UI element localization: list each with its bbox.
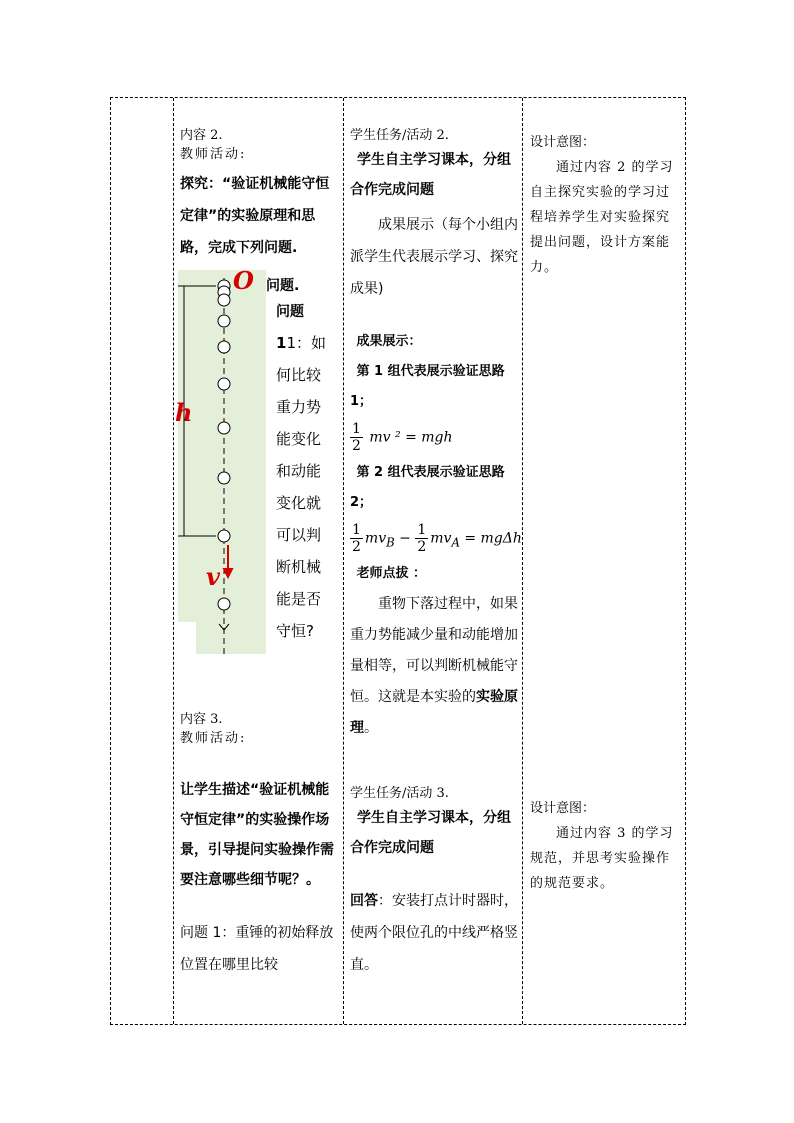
fraction: $\frac{1}{2}$: [352, 421, 361, 454]
intent2-text: 通过内容 3 的学习规范，并思考实验操作的规范要求。: [530, 826, 674, 891]
section3-title: 内容 3.: [180, 712, 223, 727]
section2-title: 内容 2.: [180, 128, 223, 143]
column-divider: [522, 98, 523, 1024]
section2-role: 教师活动:: [180, 147, 247, 162]
intent1-title: 设计意图：: [530, 135, 596, 150]
student-column: [350, 126, 522, 981]
section2-task: 探究：“验证机械能守恒定律”的实验原理和思路，完成下列问题.: [180, 176, 330, 256]
task2-text: 学生自主学习课本，分组合作完成问题: [350, 152, 511, 198]
section3-role: 教师活动:: [180, 731, 247, 746]
formula-1: [350, 421, 518, 454]
formula1-body: mv ² = mgh: [369, 429, 453, 446]
q-last: 问题 1：重锤的初始释放位置在哪里比较: [180, 925, 334, 973]
task3-text: 学生自主学习课本，分组合作完成问题: [350, 810, 511, 856]
teacher-title: 老师点拔 ：: [356, 566, 427, 581]
free-fall-figure: [178, 270, 266, 654]
column-divider: [343, 98, 344, 1024]
task2-title: 学生任务/活动 2.: [350, 128, 449, 143]
label-h: h: [175, 398, 193, 427]
q1-body: 1：如何比较重力势能变化和动能变化就可以判断机械能是否守恒?: [276, 334, 326, 640]
figure-notch: [178, 622, 196, 654]
formula-2: $\frac{1}{2}$ $mv_B$ − $\frac{1}{2}$ $mv_A = mg\Delta h$: [352, 522, 522, 555]
label-o: O: [233, 266, 254, 295]
show-text: 成果展示（每个小组内派学生代表展示学习、探究成果): [350, 217, 518, 297]
teacher-column: [180, 126, 335, 264]
show-title: 成果展示：: [356, 334, 422, 349]
section3: [180, 710, 335, 981]
intent1-text: 通过内容 2 的学习自主探究实验的学习过程培养学生对实验探究提出问题，设计方案能力。: [530, 160, 674, 275]
group1-text: 第 1 组代表展示验证思路 1；: [350, 364, 505, 409]
q1-label: 问题: [276, 304, 304, 320]
answer: 回答：安装打点计时器时，使两个限位孔的中线严格竖直。: [350, 893, 518, 973]
q1-text: 11：如何比较重力势能变化和动能变化就可以判断机械能是否守恒?: [276, 334, 326, 640]
teacher-text: 重物下落过程中，如果重力势能减少量和动能增加量相等，可以判断机械能守恒。这就是本实验的实验原理。: [350, 596, 518, 736]
section3-task: 让学生描述“验证机械能守恒定律”的实验操作场景，引导提问实验操作需要注意哪些细节呢？。: [180, 782, 334, 888]
question-dot: 问题.: [266, 278, 300, 294]
intent-column: [530, 130, 680, 896]
column-divider: [173, 98, 174, 1024]
task3-title: 学生任务/活动 3.: [350, 786, 449, 801]
group2-text: 第 2 组代表展示验证思路 2；: [350, 465, 505, 510]
label-v: v: [206, 562, 220, 591]
intent2-title: 设计意图：: [530, 801, 596, 816]
